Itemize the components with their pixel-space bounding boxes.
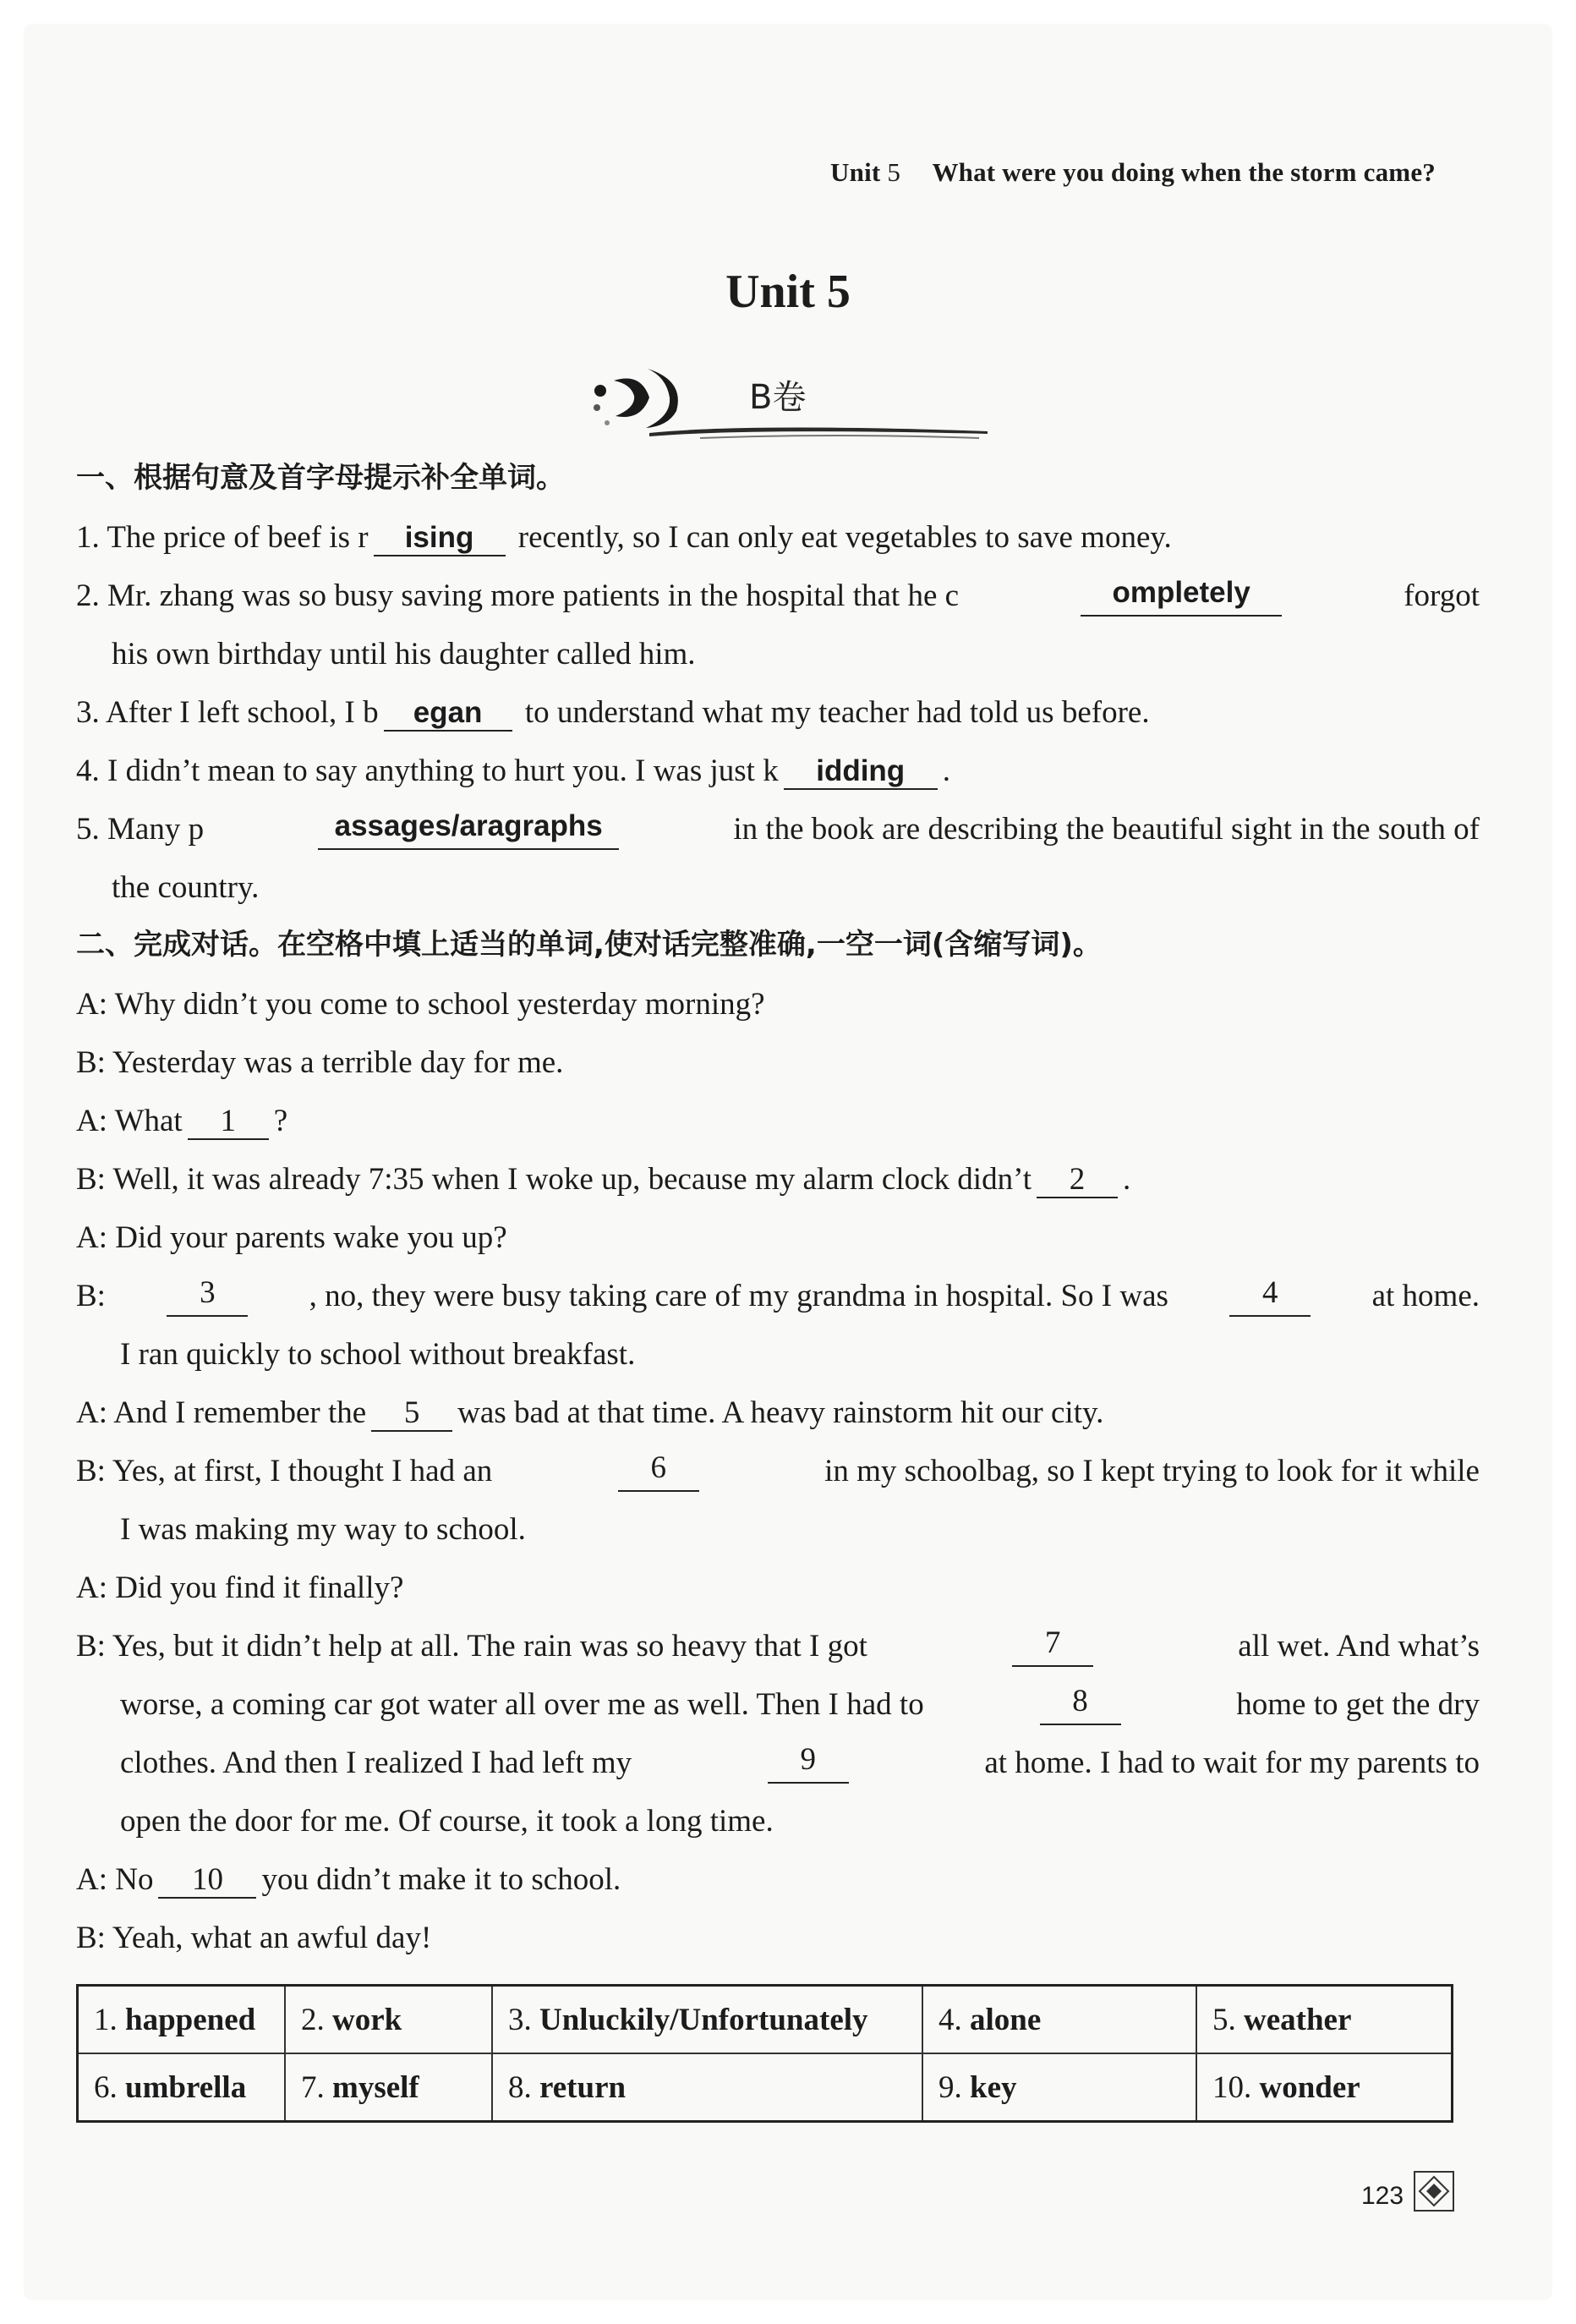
s1-item-3-prefix: 3. After I left school, I b xyxy=(76,695,379,730)
answer-table xyxy=(76,1984,1453,2123)
dialog-line-12 xyxy=(76,1626,1480,1667)
diamond-page-icon xyxy=(1413,2170,1455,2212)
answer-row xyxy=(78,1986,1453,2054)
dialog-line-9 xyxy=(76,1451,1480,1492)
s1-item-2-suffix: forgot xyxy=(1404,578,1480,613)
blank-4: 4 xyxy=(1229,1276,1311,1317)
answer-cell xyxy=(78,1986,286,2054)
page xyxy=(24,24,1552,2300)
answer-word: umbrella xyxy=(125,2069,247,2105)
answer-num: 6. xyxy=(94,2069,118,2105)
answer-cell xyxy=(922,2053,1196,2122)
answer-cell xyxy=(78,2053,286,2122)
page-number: 123 xyxy=(1361,2182,1404,2210)
dialog-line-14 xyxy=(120,1743,1480,1784)
dialog-line-16 xyxy=(76,1860,621,1900)
dialog-line-16-a: A: No xyxy=(76,1862,154,1897)
dialog-line-6-b: , no, they were busy taking care of my grandma in hospital. So I was xyxy=(309,1279,1168,1313)
answer-num: 3. xyxy=(508,2002,532,2037)
dialog-line-14-a: clothes. And then I realized I had left my xyxy=(120,1746,632,1780)
blank-5: 5 xyxy=(371,1396,452,1432)
dialog-line-10: I was making my way to school. xyxy=(120,1512,526,1547)
dialog-line-13 xyxy=(120,1685,1480,1725)
answer-row xyxy=(78,2053,1453,2122)
answer-num: 8. xyxy=(508,2069,532,2105)
blank-9: 9 xyxy=(768,1743,849,1784)
blank-3: 3 xyxy=(167,1276,248,1317)
s1-item-5-answer: assages/aragraphs xyxy=(318,809,619,850)
blank-8: 8 xyxy=(1040,1685,1121,1725)
dialog-line-11: A: Did you find it finally? xyxy=(76,1570,404,1605)
answer-word: happened xyxy=(125,2002,256,2037)
answer-cell xyxy=(285,2053,492,2122)
s1-item-5-continuation: the country. xyxy=(112,870,260,905)
s1-item-2-prefix: 2. Mr. zhang was so busy saving more patients in the hospital that he c xyxy=(76,578,960,613)
s1-item-2-answer: ompletely xyxy=(1081,576,1282,617)
section1-heading: 一、根据句意及首字母提示补全单词。 xyxy=(76,461,565,495)
blank-10: 10 xyxy=(158,1863,256,1899)
dialog-line-4-text: B: Well, it was already 7:35 when I woke up, because my alarm clock didn’t xyxy=(76,1162,1032,1197)
s1-item-3 xyxy=(76,693,1150,733)
answer-word: myself xyxy=(332,2069,419,2105)
dialog-line-4 xyxy=(76,1159,1130,1200)
dialog-line-9-b: in my schoolbag, so I kept trying to look for it while xyxy=(824,1454,1480,1488)
dialog-line-8 xyxy=(76,1393,1103,1433)
running-header-number: 5 xyxy=(887,157,901,187)
answer-cell xyxy=(492,1986,922,2054)
s1-item-5-prefix: 5. Many p xyxy=(76,812,205,847)
dialog-line-5: A: Did your parents wake you up? xyxy=(76,1220,507,1255)
dialog-line-13-b: home to get the dry xyxy=(1236,1687,1480,1722)
blank-1: 1 xyxy=(188,1104,269,1140)
dialog-line-9-a: B: Yes, at first, I thought I had an xyxy=(76,1454,493,1488)
answer-word: work xyxy=(332,2002,402,2037)
dialog-line-12-a: B: Yes, but it didn’t help at all. The rain was so heavy that I got xyxy=(76,1629,867,1664)
dialog-line-14-b: at home. I had to wait for my parents to xyxy=(984,1746,1480,1780)
running-header xyxy=(830,157,1436,188)
answer-num: 5. xyxy=(1212,2002,1236,2037)
answer-word: wonder xyxy=(1259,2069,1360,2105)
dialog-line-17: B: Yeah, what an awful day! xyxy=(76,1921,432,1955)
answer-num: 9. xyxy=(938,2069,962,2105)
dialog-line-16-b: you didn’t make it to school. xyxy=(261,1862,621,1897)
s1-item-4-answer: idding xyxy=(784,754,938,790)
banner-label: B卷 xyxy=(749,378,807,417)
s1-item-3-answer: egan xyxy=(384,696,512,732)
dialog-line-8-a: A: And I remember the xyxy=(76,1395,367,1430)
running-header-title: What were you doing when the storm came? xyxy=(932,157,1436,187)
unit-title: Unit 5 xyxy=(725,266,851,318)
blank-2: 2 xyxy=(1037,1163,1118,1198)
section-banner xyxy=(582,355,988,440)
answer-word: weather xyxy=(1244,2002,1352,2037)
answer-word: Unluckily/Unfortunately xyxy=(539,2002,868,2037)
dialog-line-15: open the door for me. Of course, it took a long time. xyxy=(120,1804,774,1839)
answer-word: alone xyxy=(970,2002,1042,2037)
answer-num: 7. xyxy=(301,2069,325,2105)
dialog-line-13-a: worse, a coming car got water all over me as well. Then I had to xyxy=(120,1687,924,1722)
s1-item-1 xyxy=(76,518,1172,558)
dialog-line-2: B: Yesterday was a terrible day for me. xyxy=(76,1045,564,1080)
dialog-line-7: I ran quickly to school without breakfast. xyxy=(120,1337,636,1372)
dialog-line-6 xyxy=(76,1276,1480,1317)
dialog-line-3 xyxy=(76,1101,287,1142)
blank-7: 7 xyxy=(1012,1626,1093,1667)
answer-cell xyxy=(285,1986,492,2054)
dialog-line-3-end: ? xyxy=(273,1104,288,1138)
answer-word: return xyxy=(539,2069,627,2105)
answer-num: 10. xyxy=(1212,2069,1252,2105)
s1-item-4-prefix: 4. I didn’t mean to say anything to hurt you. I was just k xyxy=(76,754,779,788)
dialog-line-12-b: all wet. And what’s xyxy=(1238,1629,1480,1664)
section2-heading: 二、完成对话。在空格中填上适当的单词,使对话完整准确,一空一词(含缩写词)。 xyxy=(76,928,1102,962)
s1-item-3-suffix: to understand what my teacher had told us before. xyxy=(524,695,1150,730)
answer-cell xyxy=(1196,1986,1453,2054)
answer-cell xyxy=(492,2053,922,2122)
running-header-unit: Unit xyxy=(830,157,881,187)
answer-num: 2. xyxy=(301,2002,325,2037)
s1-item-1-suffix: recently, so I can only eat vegetables to save money. xyxy=(517,520,1172,555)
answer-num: 4. xyxy=(938,2002,962,2037)
s1-item-5 xyxy=(76,809,1480,850)
s1-item-2-continuation: his own birthday until his daughter called him. xyxy=(112,637,696,671)
answer-cell xyxy=(922,1986,1196,2054)
s1-item-5-suffix: in the book are describing the beautiful sight in the south of xyxy=(733,812,1480,847)
dialog-line-1: A: Why didn’t you come to school yesterday morning? xyxy=(76,987,765,1022)
s1-item-2 xyxy=(76,576,1480,617)
blank-6: 6 xyxy=(618,1451,699,1492)
dialog-line-4-end: . xyxy=(1123,1162,1131,1197)
answer-word: key xyxy=(970,2069,1017,2105)
answer-cell xyxy=(1196,2053,1453,2122)
s1-item-4 xyxy=(76,751,950,792)
s1-item-4-suffix: . xyxy=(942,754,950,788)
s1-item-1-answer: ising xyxy=(374,521,506,556)
dialog-line-6-c: at home. xyxy=(1371,1279,1480,1313)
dialog-line-3-text: A: What xyxy=(76,1104,183,1138)
answer-num: 1. xyxy=(94,2002,118,2037)
dialog-line-8-b: was bad at that time. A heavy rainstorm hit our city. xyxy=(457,1395,1104,1430)
dialog-line-6-a: B: xyxy=(76,1279,106,1313)
s1-item-1-prefix: 1. The price of beef is r xyxy=(76,520,369,555)
